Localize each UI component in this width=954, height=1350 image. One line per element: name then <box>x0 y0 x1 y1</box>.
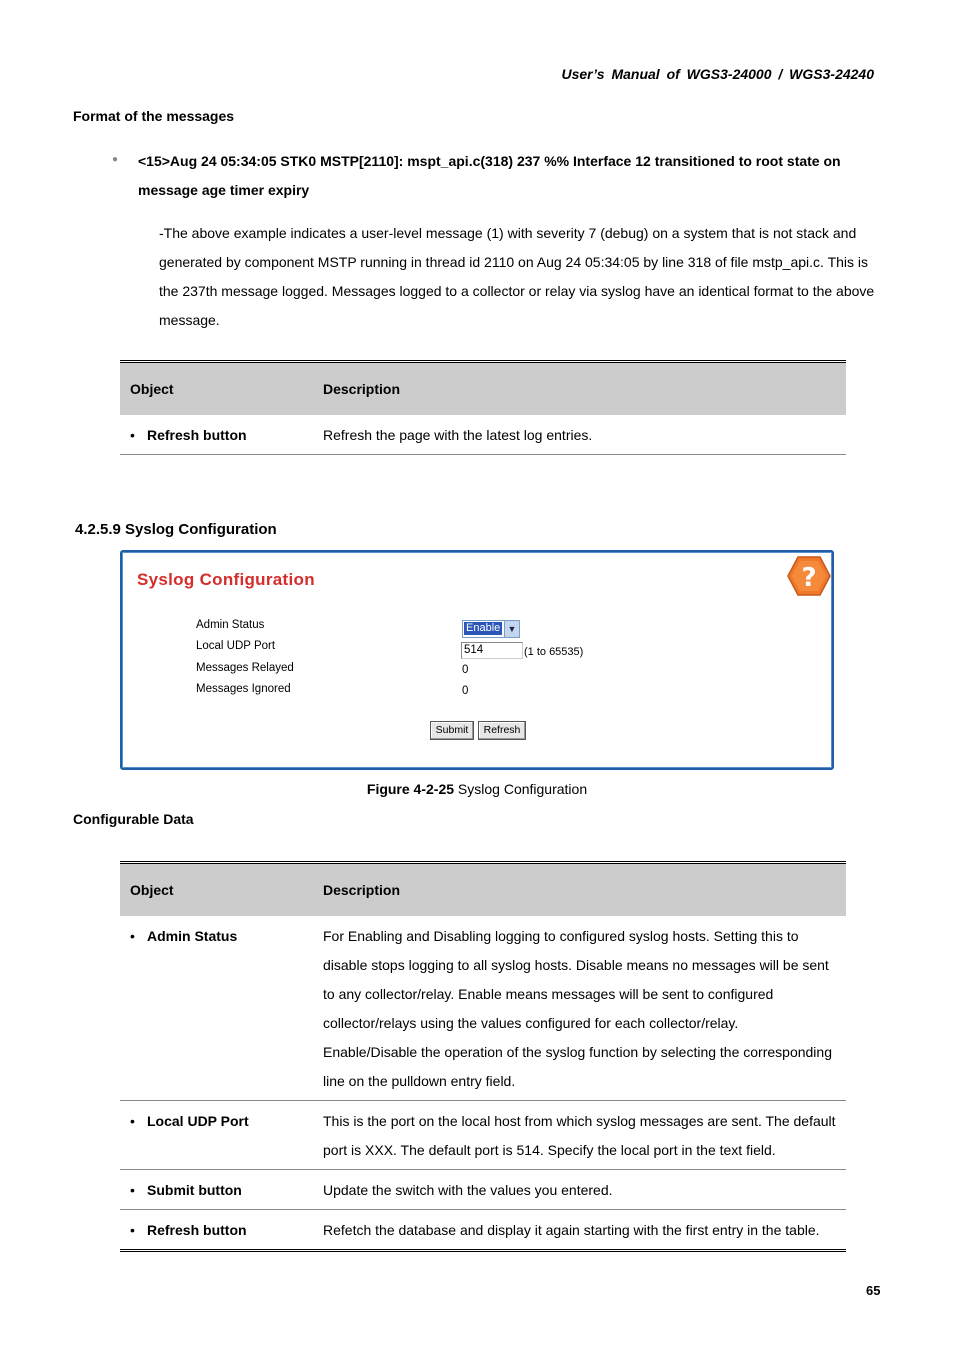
submit-button[interactable]: Submit <box>430 721 474 740</box>
table-row <box>120 1101 846 1170</box>
object-name: Local UDP Port <box>147 1113 249 1129</box>
table-row <box>120 916 846 1101</box>
admin-status-value: Enable <box>466 622 501 634</box>
messages-relayed-label: Messages Relayed <box>196 662 294 674</box>
panel-title: Syslog Configuration <box>137 570 315 589</box>
bullet-icon: • <box>130 1182 135 1198</box>
chevron-down-icon[interactable]: ▼ <box>504 621 519 637</box>
object-name: Refresh button <box>147 427 247 443</box>
port-range-hint: (1 to 65535) <box>524 646 584 658</box>
refresh-button[interactable]: Refresh <box>478 721 526 740</box>
messages-relayed-value: 0 <box>462 664 469 676</box>
table-row <box>120 1210 846 1251</box>
table-row <box>120 1170 846 1210</box>
bullet-icon: • <box>130 1222 135 1238</box>
configurable-data-title: Configurable Data <box>73 811 194 827</box>
admin-status-label: Admin Status <box>196 619 265 631</box>
admin-status-select[interactable] <box>462 620 520 638</box>
page-number: 65 <box>866 1283 881 1298</box>
table-row <box>120 415 846 455</box>
page-header: User’s Manual of WGS3-24000 / WGS3-24240 <box>561 66 874 82</box>
syslog-config-screenshot <box>120 550 834 770</box>
local-udp-port-input[interactable]: 514 <box>461 642 523 659</box>
help-icon[interactable] <box>787 556 831 596</box>
example-explanation: -The above example indicates a user-level message (1) with severity 7 (debug) on a system that is not stack and generated by component MSTP running in thread id 2110 on Aug 24 05:34:05 by line 318 of file mstp_api.c. This is the 237th message logged. Messages logged to a collector or relay via syslog have an identical format to the above message. <box>159 225 875 328</box>
bullet-icon: • <box>130 1113 135 1129</box>
table-header-description: Description <box>313 863 846 917</box>
bullet-icon: • <box>130 928 135 944</box>
table-header-object: Object <box>120 362 313 416</box>
figure-label: Figure 4-2-25 <box>366 781 455 797</box>
section-title: 4.2.5.9 Syslog Configuration <box>75 521 277 538</box>
figure-caption <box>0 781 954 797</box>
table-header-object: Object <box>120 863 313 917</box>
messages-ignored-label: Messages Ignored <box>196 683 291 695</box>
object-description: Refresh the page with the latest log entries. <box>313 415 846 455</box>
object-table-2 <box>120 861 846 1252</box>
bullet-icon: • <box>130 427 135 443</box>
object-name: Admin Status <box>147 928 238 944</box>
example-message: <15>Aug 24 05:34:05 STK0 MSTP[2110]: mspt_api.c(318) 237 %% Interface 12 transitioned to root state on message age timer expiry <box>138 153 841 198</box>
object-table-1 <box>120 360 846 455</box>
local-udp-port-label: Local UDP Port <box>196 640 276 652</box>
object-description: For Enabling and Disabling logging to configured syslog hosts. Setting this to disable stops logging to all syslog hosts. Disable means no messages will be sent to any collector/relay. Enable means messages will be sent to configured collector/relays using the values configured for each collector/relay. Enable/Disable the operation of the syslog function by selecting the corresponding line on the pulldown entry field. <box>313 916 846 1101</box>
object-name: Refresh button <box>147 1222 247 1238</box>
table-header-description: Description <box>313 362 846 416</box>
figure-caption-text: Syslog Configuration <box>454 781 588 797</box>
messages-ignored-value: 0 <box>462 685 469 697</box>
object-description: Refetch the database and display it again starting with the first entry in the table. <box>323 1222 820 1238</box>
object-name: Submit button <box>147 1182 242 1198</box>
object-description: Update the switch with the values you entered. <box>313 1170 846 1210</box>
object-description: This is the port on the local host from which syslog messages are sent. The default port is XXX. The default port is 514. Specify the local port in the text field. <box>313 1101 846 1170</box>
help-symbol: ? <box>801 563 817 593</box>
format-section-title: Format of the messages <box>73 108 235 124</box>
bullet-icon: ● <box>112 154 119 165</box>
